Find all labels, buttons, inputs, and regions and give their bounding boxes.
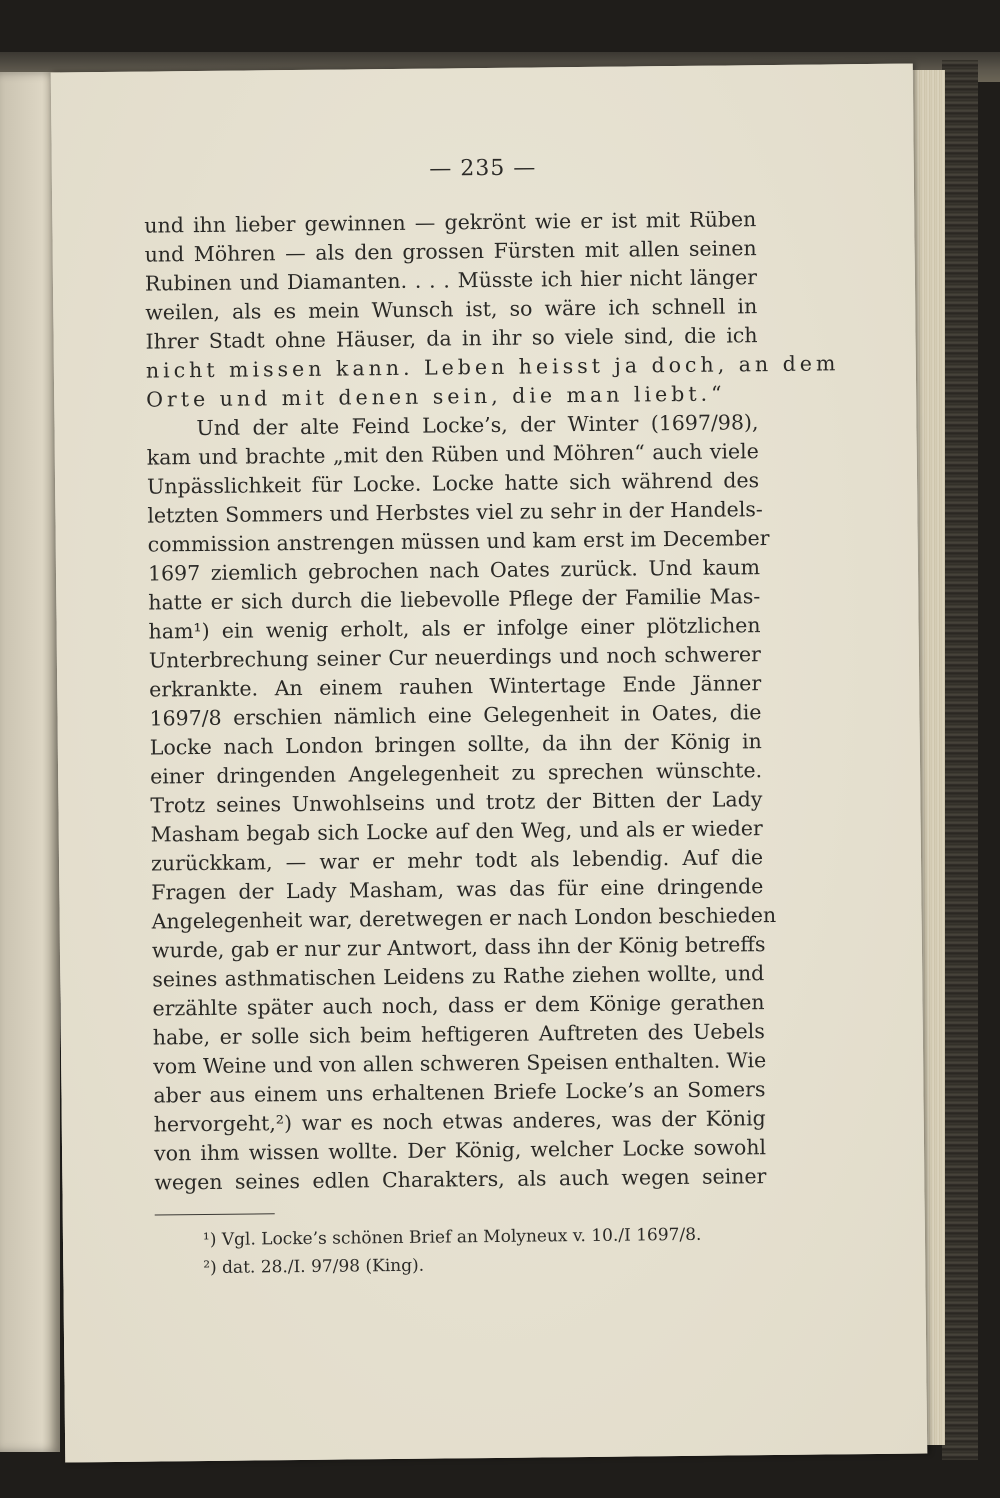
text-line: 1697 ziemlich gebrochen nach Oates zurück. Und kaum <box>147 555 761 586</box>
text-line: habe, er solle sich beim heftigeren Auftreten des Uebels <box>152 1019 765 1050</box>
text-line: und Möhren — als den grossen Fürsten mit allen seinen <box>144 236 757 267</box>
text-line: Rubinen und Diamanten. . . . Müsste ich hier nicht länger <box>144 265 758 296</box>
left-page-edge <box>0 72 60 1452</box>
text-line: vom Weine und von allen schweren Speisen enthalten. Wie <box>153 1048 767 1079</box>
text-line: Angelegenheit war, deretwegen er nach London beschieden <box>151 903 777 934</box>
text-line: Trotz seines Unwohlseins und trotz der Bitten der Lady <box>150 787 763 818</box>
text-line: ham¹) ein wenig erholt, als er infolge einer plötzlichen <box>148 613 761 644</box>
text-line: hatte er sich durch die liebevolle Pflege der Familie Mas- <box>148 584 761 615</box>
text-line: wurde, gab er nur zur Antwort, dass ihn der König betreffs <box>151 932 766 963</box>
text-line: wegen seines edlen Charakters, als auch wegen seiner <box>154 1164 767 1195</box>
text-line: Und der alte Feind Locke’s, der Winter (1697/98), <box>196 410 759 441</box>
footnote-2: ²) dat. 28./I. 97/98 (King). <box>203 1255 425 1279</box>
footnote-1: ¹) Vgl. Locke’s schönen Brief an Molyneux v. 10./I 1697/8. <box>202 1224 702 1251</box>
body-text <box>144 205 840 1197</box>
text-line: seines asthmatischen Leidens zu Rathe ziehen wollte, und <box>152 961 765 992</box>
text-line: Locke nach London bringen sollte, da ihn der König in <box>149 729 762 760</box>
text-line: hervorgeht,²) war es noch etwas anderes, was der König <box>153 1106 766 1137</box>
text-line: erkrankte. An einem rauhen Wintertage Ende Jänner <box>149 671 762 702</box>
text-line: Ihrer Stadt ohne Häuser, da in ihr so viele sind, die ich <box>145 323 758 354</box>
text-line: Orte und mit denen sein, die man liebt.“ <box>146 381 726 412</box>
text-line: zurückkam, — war er mehr todt als lebendig. Auf die <box>150 845 764 876</box>
text-line: commission anstrengen müssen und kam erst im December <box>147 526 770 557</box>
text-line: Fragen der Lady Masham, was das für eine dringende <box>151 874 764 905</box>
book-spine <box>942 60 978 1460</box>
footnote-divider <box>155 1213 275 1215</box>
book-page <box>51 64 928 1463</box>
text-line: Unterbrechung seiner Cur neuerdings und noch schwerer <box>148 642 762 673</box>
page-number: — 235 — <box>429 155 537 182</box>
text-line: 1697/8 erschien nämlich eine Gelegenheit in Oates, die <box>149 700 762 731</box>
text-line: nicht missen kann. Leben heisst ja doch, an dem <box>145 351 840 383</box>
text-line: weilen, als es mein Wunsch ist, so wäre ich schnell in <box>145 294 758 325</box>
text-line: Unpässlichkeit für Locke. Locke hatte sich während des <box>146 468 760 499</box>
text-line: erzählte später auch noch, dass er dem Könige gerathen <box>152 990 765 1021</box>
text-line: kam und brachte „mit den Rüben und Möhren“ auch viele <box>146 439 759 470</box>
text-line: einer dringenden Angelegenheit zu sprechen wünschte. <box>149 758 763 789</box>
text-line: Masham begab sich Locke auf den Weg, und als er wieder <box>150 816 763 847</box>
footnotes <box>203 1220 764 1282</box>
text-line: letzten Sommers und Herbstes viel zu sehr in der Handels- <box>147 497 763 528</box>
text-line: und ihn lieber gewinnen — gekrönt wie er ist mit Rüben <box>144 207 757 238</box>
text-line: aber aus einem uns erhaltenen Briefe Locke’s an Somers <box>153 1077 766 1108</box>
text-line: von ihm wissen wollte. Der König, welcher Locke sowohl <box>153 1135 767 1166</box>
